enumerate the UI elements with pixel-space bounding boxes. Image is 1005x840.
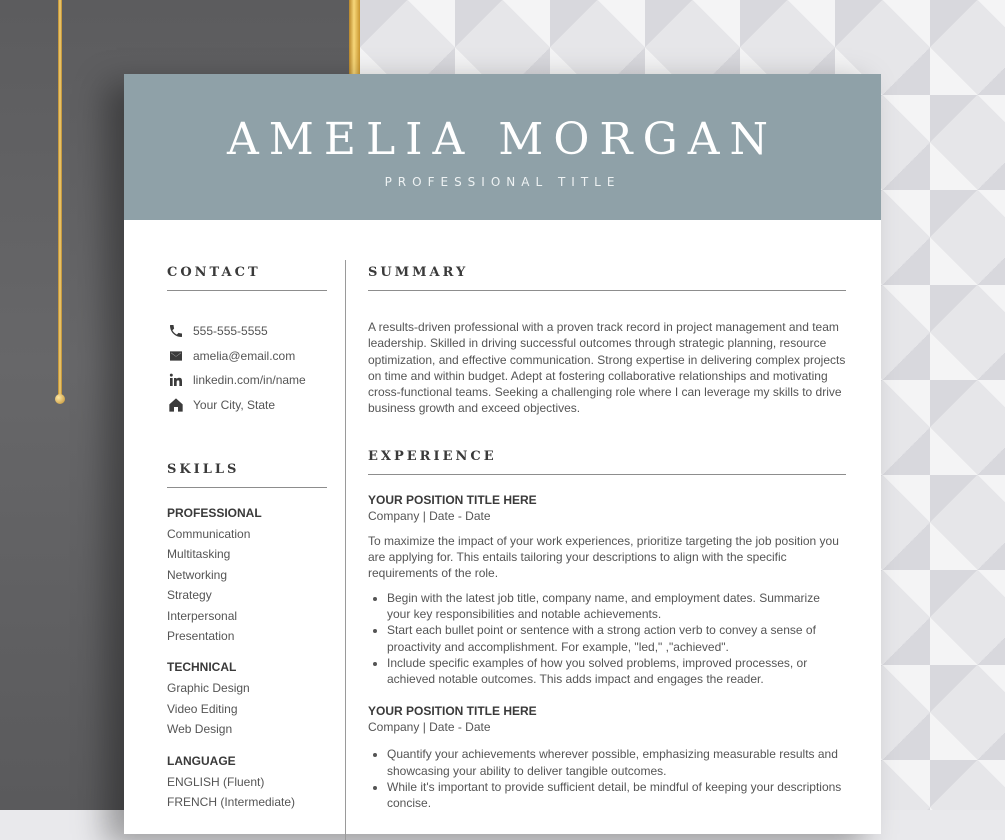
linkedin-icon <box>167 372 184 389</box>
contact-heading: CONTACT <box>167 260 327 291</box>
contact-phone-text: 555-555-5555 <box>193 324 268 339</box>
gold-cord-decoration <box>58 0 62 398</box>
email-icon <box>167 347 184 364</box>
resume-page <box>124 74 881 834</box>
job-bullet: • Include specific examples of how you solved problems, improved processes, or achieved notable outcomes. This adds impact and engages the reader. <box>387 655 846 688</box>
job-bullet: • Begin with the latest job title, company name, and employment dates. Summarize your key responsibilities and notable achievements. <box>387 590 846 623</box>
contact-email <box>167 344 327 369</box>
contact-location-text: Your City, State <box>193 397 276 412</box>
contact-phone <box>167 319 327 344</box>
home-icon <box>167 396 184 413</box>
skill-item: Communication <box>167 527 251 541</box>
skill-group-language <box>167 754 327 813</box>
phone-icon <box>167 323 184 340</box>
gold-bead-decoration <box>55 394 65 404</box>
gold-edge-strip <box>349 0 360 75</box>
contact-linkedin-text: linkedin.com/in/name <box>193 373 306 388</box>
job-bullets <box>368 590 846 688</box>
job-bullet: • Quantify your achievements wherever possible, emphasizing measurable results and showcasing your ability to deliver tangible outcomes. <box>387 746 846 779</box>
contact-list <box>167 319 327 417</box>
resume-header <box>124 74 881 220</box>
job-entry <box>368 704 846 811</box>
right-column <box>368 260 846 812</box>
contact-location <box>167 393 327 418</box>
skill-group-professional <box>167 506 327 646</box>
job-meta: Company | Date - Date <box>368 720 491 735</box>
skill-item: Networking <box>167 567 228 582</box>
resume-name: AMELIA MORGAN <box>227 114 778 165</box>
skill-item: Graphic Design <box>167 681 250 696</box>
skill-item: Presentation <box>167 628 235 643</box>
job-title: YOUR POSITION TITLE HERE <box>368 492 537 507</box>
experience-heading: EXPERIENCE <box>368 444 846 475</box>
contact-linkedin <box>167 368 327 393</box>
job-meta: Company | Date - Date <box>368 508 491 523</box>
skill-group-title: PROFESSIONAL <box>167 506 262 520</box>
summary-heading: SUMMARY <box>368 260 846 291</box>
skills-heading: SKILLS <box>167 457 327 488</box>
job-bullet: • Start each bullet point or sentence with a strong action verb to convey a sense of proactivity and accomplishment. For example, "led," ,"achieved". <box>387 622 846 655</box>
column-divider <box>345 260 346 840</box>
job-bullets <box>368 746 846 811</box>
skill-group-title: LANGUAGE <box>167 753 236 768</box>
professional-title: PROFESSIONAL TITLE <box>384 175 621 189</box>
skill-group-title: TECHNICAL <box>167 660 237 675</box>
contact-email-text: amelia@email.com <box>193 348 296 363</box>
job-bullet: • While it's important to provide sufficient detail, be mindful of keeping your descriptions concise. <box>387 779 846 812</box>
job-title: YOUR POSITION TITLE HERE <box>368 704 537 719</box>
skill-item: ENGLISH (Fluent) <box>167 774 265 789</box>
job-entry <box>368 493 846 688</box>
skill-item: FRENCH (Intermediate) <box>167 794 296 809</box>
left-column <box>167 260 327 812</box>
skill-item: Web Design <box>167 722 233 737</box>
skill-item: Multitasking <box>167 547 231 562</box>
summary-text: A results-driven professional with a proven track record in project management and team leadership. Skilled in driving successful outcomes through strategic planning, resource optimization, and effective communication. Strong expertise in delivering complex projects on time and within budget. Adept at fostering collaborative relationships and motivating cross-functional teams. Seeking a challenging role where I can leverage my skills to drive business growth and exceed objectives. <box>368 320 846 416</box>
skill-item: Video Editing <box>167 701 238 716</box>
skill-group-technical <box>167 660 327 739</box>
skill-item: Interpersonal <box>167 608 238 623</box>
skill-item: Strategy <box>167 588 212 603</box>
job-description: To maximize the impact of your work experiences, prioritize targeting the job position you are applying for. This entails tailoring your descriptions to align with the specific requirements of the role. <box>368 533 839 581</box>
